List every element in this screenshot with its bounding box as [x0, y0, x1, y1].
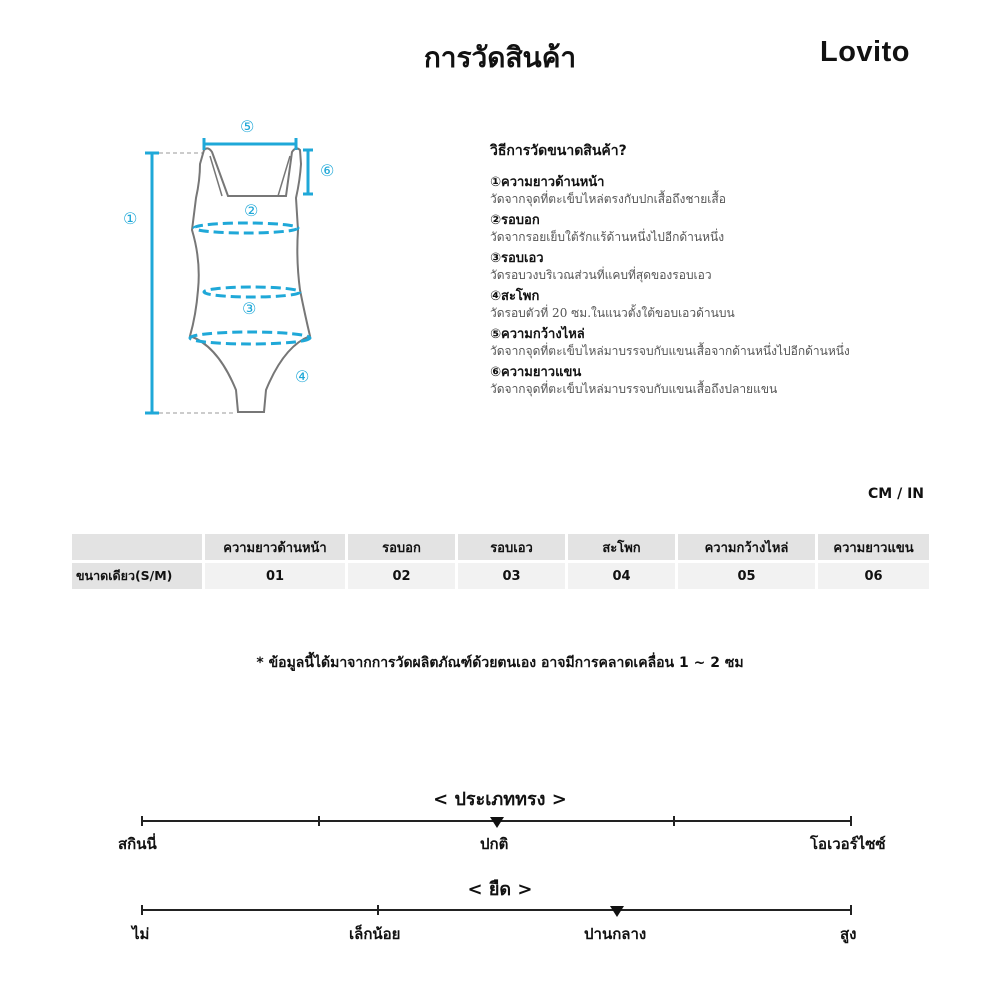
- table-cell: 03: [458, 563, 565, 589]
- callout-3: ③: [242, 299, 257, 318]
- callout-4: ④: [295, 367, 310, 386]
- table-cell: 06: [818, 563, 929, 589]
- table-header-cell: [72, 534, 202, 560]
- guide-item: [490, 250, 950, 284]
- guide-item-name: ①ความยาวด้านหน้า: [490, 175, 605, 190]
- guide-item: [490, 288, 950, 322]
- guide-item-desc: วัดจากจุดที่ตะเข็บไหล่มาบรรจบกับแขนเสื้อถึงปลายแขน: [490, 382, 778, 396]
- guide-item-name: ③รอบเอว: [490, 251, 544, 266]
- table-header-cell: รอบเอว: [458, 534, 565, 560]
- stretch-scale-track: [141, 909, 852, 911]
- fit-scale-tick: [673, 816, 675, 826]
- stretch-scale-tick: [377, 905, 379, 915]
- guide-item-name: ②รอบอก: [490, 213, 540, 228]
- table-header-cell: สะโพก: [568, 534, 675, 560]
- swimsuit-measurement-figure: [100, 110, 360, 440]
- fit-scale-title: < ประเภททรง >: [433, 789, 567, 810]
- stretch-scale-label-medium: ปานกลาง: [584, 925, 647, 943]
- stretch-scale-tick: [850, 905, 852, 915]
- fit-scale-tick: [141, 816, 143, 826]
- callout-1: ①: [123, 209, 138, 228]
- guide-item-desc: วัดรอบตัวที่ 20 ซม.ในแนวตั้งใต้ขอบเอวด้านบน: [490, 306, 735, 320]
- table-header-cell: ความกว้างไหล่: [678, 534, 815, 560]
- stretch-scale-marker-icon: [610, 906, 624, 917]
- unit-label: CM / IN: [868, 486, 924, 502]
- guide-item: [490, 364, 950, 398]
- guide-item-desc: วัดจากรอยเย็บใต้รักแร้ด้านหนึ่งไปอีกด้านหนึ่ง: [490, 230, 725, 244]
- measurement-guide: [490, 140, 950, 402]
- callout-6: ⑥: [320, 161, 335, 180]
- callout-2: ②: [244, 201, 259, 220]
- fit-scale-tick: [318, 816, 320, 826]
- table-cell: 02: [348, 563, 455, 589]
- stretch-scale-label-none: ไม่: [132, 925, 150, 943]
- guide-item-name: ⑤ความกว้างไหล่: [490, 327, 585, 342]
- callout-5: ⑤: [240, 117, 255, 136]
- brand-logo: Lovito: [820, 36, 910, 68]
- guide-item: [490, 326, 950, 360]
- table-header-cell: ความยาวแขน: [818, 534, 929, 560]
- guide-item-desc: วัดจากจุดที่ตะเข็บไหล่มาบรรจบกับแขนเสื้อจากด้านหนึ่งไปอีกด้านหนึ่ง: [490, 344, 850, 358]
- size-table: [69, 531, 932, 592]
- fit-scale-label-skinny: สกินนี่: [118, 835, 157, 853]
- swimsuit-outline-icon: [100, 110, 360, 440]
- table-cell: 05: [678, 563, 815, 589]
- guide-item-desc: วัดรอบวงบริเวณส่วนที่แคบที่สุดของรอบเอว: [490, 268, 712, 282]
- fit-scale-tick: [850, 816, 852, 826]
- table-header-row: [72, 534, 929, 560]
- measurement-note: * ข้อมูลนี้ได้มาจากการวัดผลิตภัณฑ์ด้วยตนเอง อาจมีการคลาดเคลื่อน 1 ~ 2 ซม: [256, 655, 744, 671]
- guide-heading: วิธีการวัดขนาดสินค้า?: [490, 143, 627, 159]
- fit-scale-marker-icon: [490, 817, 504, 828]
- stretch-scale-title: < ยืด >: [467, 879, 533, 900]
- table-row: [72, 563, 929, 589]
- table-cell: 04: [568, 563, 675, 589]
- fit-scale-label-regular: ปกติ: [480, 835, 509, 853]
- guide-item-name: ④สะโพก: [490, 289, 540, 304]
- guide-item: [490, 174, 950, 208]
- table-header-cell: รอบอก: [348, 534, 455, 560]
- page-title: การวัดสินค้า: [423, 41, 577, 74]
- fit-scale-label-oversize: โอเวอร์ไซซ์: [810, 835, 886, 853]
- stretch-scale-label-slight: เล็กน้อย: [349, 925, 401, 943]
- guide-item: [490, 212, 950, 246]
- guide-item-desc: วัดจากจุดที่ตะเข็บไหล่ตรงกับปกเสื้อถึงชายเสื้อ: [490, 192, 726, 206]
- table-cell: 01: [205, 563, 345, 589]
- table-row-label: ขนาดเดียว(S/M): [72, 563, 202, 589]
- stretch-scale-tick: [141, 905, 143, 915]
- table-header-cell: ความยาวด้านหน้า: [205, 534, 345, 560]
- stretch-scale-label-high: สูง: [840, 925, 857, 943]
- guide-item-name: ⑥ความยาวแขน: [490, 365, 582, 380]
